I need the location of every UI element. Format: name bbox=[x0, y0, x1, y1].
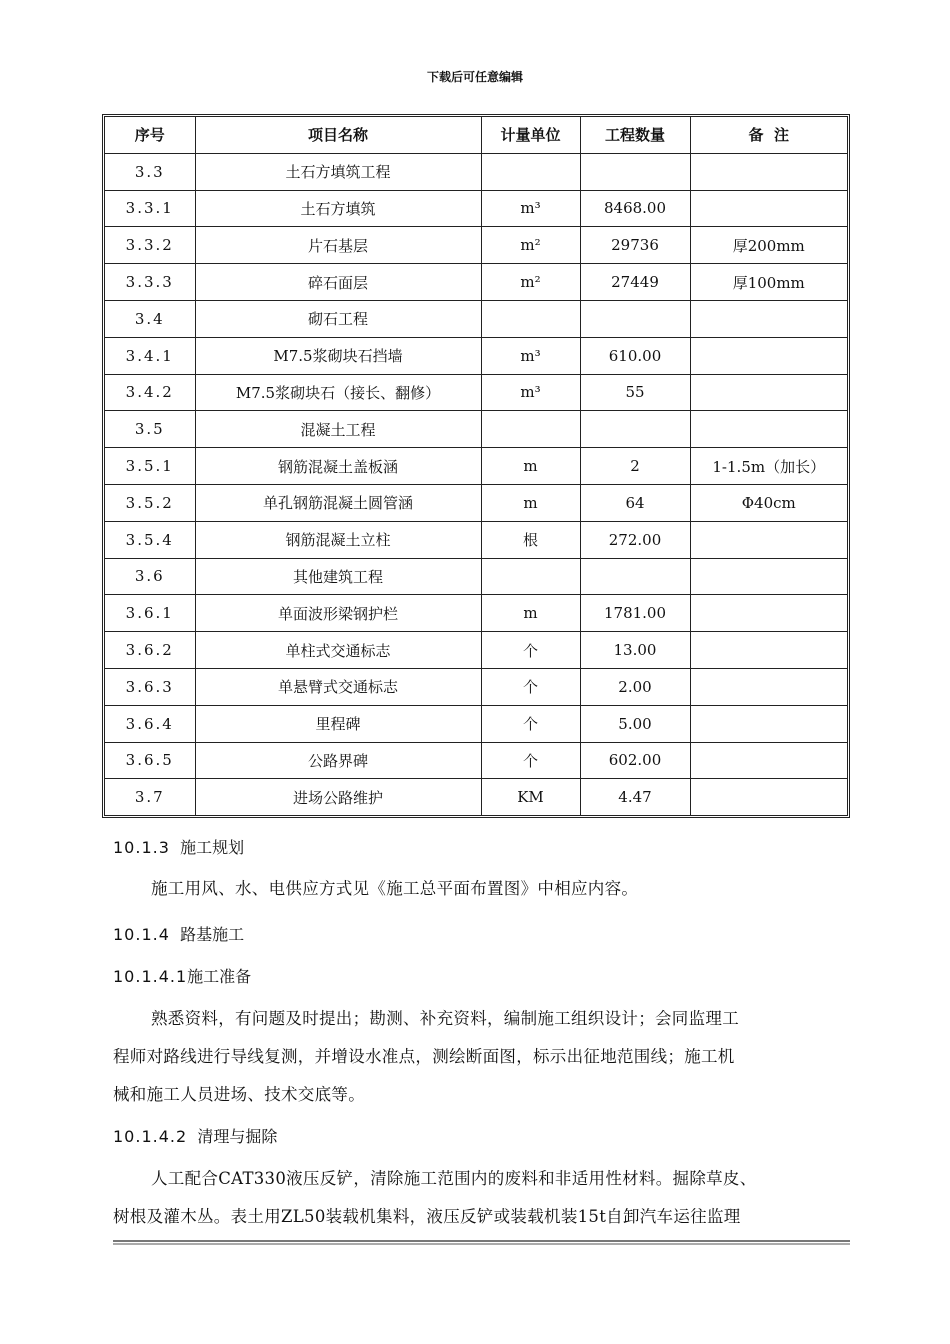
serial-cell: 3.5.4 bbox=[105, 521, 195, 558]
item-name-cell: 公路界碑 bbox=[195, 742, 481, 779]
serial-cell: 3.5.2 bbox=[105, 484, 195, 521]
item-name-cell: 土石方填筑 bbox=[195, 190, 481, 227]
serial-cell: 3.5.1 bbox=[105, 448, 195, 485]
unit-cell: m bbox=[481, 595, 580, 632]
quantity-cell: 602.00 bbox=[580, 742, 690, 779]
remarks-cell bbox=[690, 190, 847, 227]
header-unit: 计量单位 bbox=[481, 117, 580, 153]
remarks-cell: 厚100mm bbox=[690, 264, 847, 301]
header-quantity: 工程数量 bbox=[580, 117, 690, 153]
quantity-cell: 2 bbox=[580, 448, 690, 485]
section-10-1-4-1-heading bbox=[113, 964, 251, 987]
table-row bbox=[105, 227, 847, 264]
table-row bbox=[105, 153, 847, 190]
table-row bbox=[105, 742, 847, 779]
header-remarks: 备 注 bbox=[690, 117, 847, 153]
section-10-1-4-1-paragraph bbox=[113, 1000, 853, 1114]
unit-cell: 个 bbox=[481, 742, 580, 779]
remarks-cell bbox=[690, 632, 847, 669]
table-row bbox=[105, 190, 847, 227]
item-name-cell: 钢筋混凝土盖板涵 bbox=[195, 448, 481, 485]
unit-cell: 个 bbox=[481, 705, 580, 742]
quantity-cell: 64 bbox=[580, 484, 690, 521]
header-serial: 序号 bbox=[105, 117, 195, 153]
page-header: 下载后可任意编辑 bbox=[426, 70, 523, 84]
unit-cell bbox=[481, 300, 580, 337]
quantity-cell: 8468.00 bbox=[580, 190, 690, 227]
serial-cell: 3.6 bbox=[105, 558, 195, 595]
table-row bbox=[105, 558, 847, 595]
unit-cell: 个 bbox=[481, 632, 580, 669]
quantity-cell: 5.00 bbox=[580, 705, 690, 742]
table-row bbox=[105, 411, 847, 448]
quantity-cell bbox=[580, 153, 690, 190]
unit-cell bbox=[481, 411, 580, 448]
unit-cell bbox=[481, 558, 580, 595]
table-row bbox=[105, 448, 847, 485]
quantity-cell bbox=[580, 411, 690, 448]
table-row bbox=[105, 595, 847, 632]
unit-cell: m³ bbox=[481, 190, 580, 227]
item-name-cell: M7.5浆砌块石（接长、翻修） bbox=[195, 374, 481, 411]
quantity-table bbox=[102, 114, 850, 818]
serial-cell: 3.3.1 bbox=[105, 190, 195, 227]
remarks-cell bbox=[690, 779, 847, 815]
paragraph-line: 械和施工人员进场、技术交底等。 bbox=[113, 1085, 365, 1104]
item-name-cell: 单柱式交通标志 bbox=[195, 632, 481, 669]
quantity-cell: 2.00 bbox=[580, 668, 690, 705]
serial-cell: 3.6.1 bbox=[105, 595, 195, 632]
quantity-cell: 27449 bbox=[580, 264, 690, 301]
remarks-cell bbox=[690, 705, 847, 742]
remarks-cell bbox=[690, 153, 847, 190]
remarks-cell bbox=[690, 300, 847, 337]
paragraph-line: 施工用风、水、电供应方式见《施工总平面布置图》中相应内容。 bbox=[151, 879, 639, 898]
quantity-cell: 13.00 bbox=[580, 632, 690, 669]
item-name-cell: 单面波形梁钢护栏 bbox=[195, 595, 481, 632]
unit-cell: m bbox=[481, 484, 580, 521]
item-name-cell: 混凝土工程 bbox=[195, 411, 481, 448]
serial-cell: 3.4.1 bbox=[105, 337, 195, 374]
unit-cell: 个 bbox=[481, 668, 580, 705]
remarks-cell: 厚200mm bbox=[690, 227, 847, 264]
quantity-cell bbox=[580, 300, 690, 337]
unit-cell: m³ bbox=[481, 337, 580, 374]
serial-cell: 3.7 bbox=[105, 779, 195, 815]
item-name-cell: 土石方填筑工程 bbox=[195, 153, 481, 190]
section-10-1-4-2-paragraph bbox=[113, 1160, 853, 1236]
paragraph-line: 树根及灌木丛。表土用ZL50装载机集料，液压反铲或装载机装15t自卸汽车运往监理 bbox=[113, 1207, 741, 1226]
section-10-1-4-2-heading bbox=[113, 1124, 277, 1147]
table-row bbox=[105, 484, 847, 521]
item-name-cell: 单孔钢筋混凝土圆管涵 bbox=[195, 484, 481, 521]
unit-cell: m bbox=[481, 448, 580, 485]
unit-cell: KM bbox=[481, 779, 580, 815]
table-header-row bbox=[105, 117, 847, 153]
serial-cell: 3.3.2 bbox=[105, 227, 195, 264]
unit-cell bbox=[481, 153, 580, 190]
item-name-cell: 其他建筑工程 bbox=[195, 558, 481, 595]
serial-cell: 3.4.2 bbox=[105, 374, 195, 411]
remarks-cell bbox=[690, 374, 847, 411]
table-row bbox=[105, 668, 847, 705]
table-row bbox=[105, 300, 847, 337]
footer-divider bbox=[113, 1240, 850, 1242]
remarks-cell: Φ40cm bbox=[690, 484, 847, 521]
remarks-cell bbox=[690, 595, 847, 632]
remarks-cell bbox=[690, 337, 847, 374]
table-row bbox=[105, 779, 847, 815]
table-row bbox=[105, 374, 847, 411]
serial-cell: 3.3.3 bbox=[105, 264, 195, 301]
header-item-name: 项目名称 bbox=[195, 117, 481, 153]
unit-cell: m² bbox=[481, 264, 580, 301]
item-name-cell: 砌石工程 bbox=[195, 300, 481, 337]
unit-cell: m² bbox=[481, 227, 580, 264]
table-row bbox=[105, 264, 847, 301]
quantity-cell: 1781.00 bbox=[580, 595, 690, 632]
section-number: 10.1.4 bbox=[113, 925, 170, 944]
quantity-cell: 272.00 bbox=[580, 521, 690, 558]
serial-cell: 3.5 bbox=[105, 411, 195, 448]
quantity-cell bbox=[580, 558, 690, 595]
section-number: 10.1.3 bbox=[113, 838, 170, 857]
section-title: 施工准备 bbox=[187, 967, 252, 986]
table-row bbox=[105, 521, 847, 558]
remarks-cell bbox=[690, 411, 847, 448]
quantity-cell: 55 bbox=[580, 374, 690, 411]
quantity-cell: 4.47 bbox=[580, 779, 690, 815]
serial-cell: 3.6.2 bbox=[105, 632, 195, 669]
table-row bbox=[105, 705, 847, 742]
serial-cell: 3.4 bbox=[105, 300, 195, 337]
section-number: 10.1.4.2 bbox=[113, 1127, 188, 1146]
remarks-cell bbox=[690, 668, 847, 705]
item-name-cell: M7.5浆砌块石挡墙 bbox=[195, 337, 481, 374]
item-name-cell: 单悬臂式交通标志 bbox=[195, 668, 481, 705]
item-name-cell: 钢筋混凝土立柱 bbox=[195, 521, 481, 558]
serial-cell: 3.6.4 bbox=[105, 705, 195, 742]
remarks-cell bbox=[690, 742, 847, 779]
item-name-cell: 里程碑 bbox=[195, 705, 481, 742]
remarks-cell bbox=[690, 558, 847, 595]
item-name-cell: 进场公路维护 bbox=[195, 779, 481, 815]
quantity-cell: 610.00 bbox=[580, 337, 690, 374]
quantity-cell: 29736 bbox=[580, 227, 690, 264]
item-name-cell: 片石基层 bbox=[195, 227, 481, 264]
section-title: 清理与掘除 bbox=[197, 1127, 278, 1146]
unit-cell: 根 bbox=[481, 521, 580, 558]
unit-cell: m³ bbox=[481, 374, 580, 411]
section-number: 10.1.4.1 bbox=[113, 967, 188, 986]
section-10-1-3-paragraph bbox=[113, 870, 891, 908]
table-row bbox=[105, 337, 847, 374]
section-title: 路基施工 bbox=[180, 925, 245, 944]
paragraph-line: 人工配合CAT330液压反铲，清除施工范围内的废料和非适用性材料。掘除草皮、 bbox=[151, 1169, 757, 1188]
section-10-1-3-heading bbox=[113, 835, 244, 858]
paragraph-line: 熟悉资料，有问题及时提出；勘测、补充资料，编制施工组织设计；会同监理工 bbox=[151, 1009, 739, 1028]
remarks-cell bbox=[690, 521, 847, 558]
table-row bbox=[105, 632, 847, 669]
section-10-1-4-heading bbox=[113, 922, 244, 945]
serial-cell: 3.6.5 bbox=[105, 742, 195, 779]
serial-cell: 3.3 bbox=[105, 153, 195, 190]
section-title: 施工规划 bbox=[180, 838, 245, 857]
item-name-cell: 碎石面层 bbox=[195, 264, 481, 301]
paragraph-line: 程师对路线进行导线复测，并增设水准点，测绘断面图，标示出征地范围线；施工机 bbox=[113, 1047, 735, 1066]
serial-cell: 3.6.3 bbox=[105, 668, 195, 705]
remarks-cell: 1-1.5m（加长） bbox=[690, 448, 847, 485]
